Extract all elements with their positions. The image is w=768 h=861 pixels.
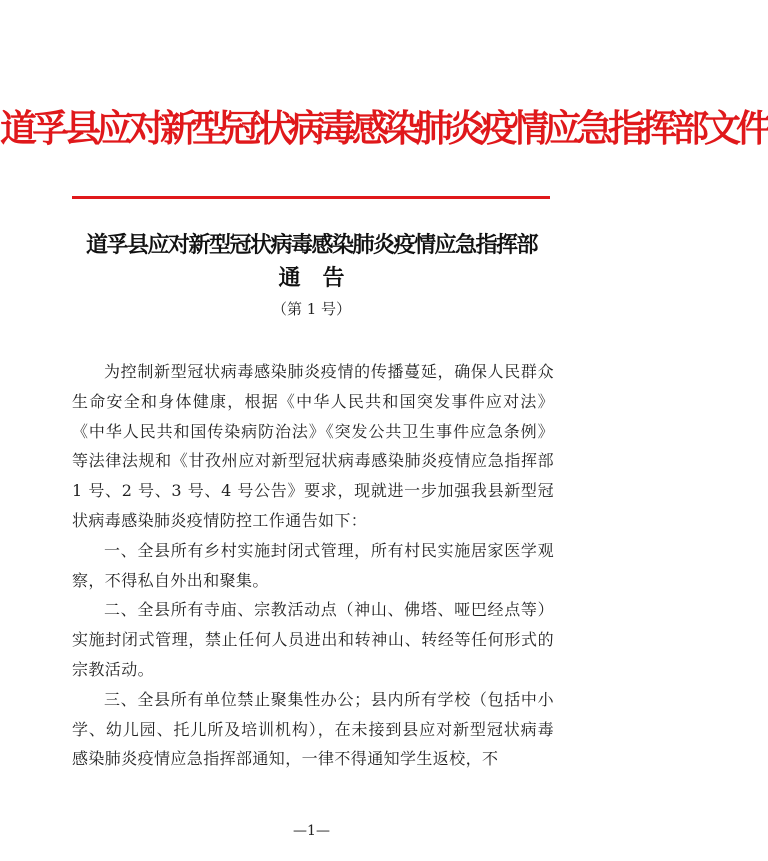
page-number: —1— (293, 823, 330, 839)
notice-number: （第 1 号） (271, 300, 352, 318)
red-separator-line (72, 196, 550, 199)
paragraph-item-3: 三、全县所有单位禁止聚集性办公；县内所有学校（包括中小学、幼儿园、托儿所及培训机构），在未接到县应对新型冠状病毒感染肺炎疫情应急指挥部通知，一律不得通知学生返校，不 (72, 689, 554, 769)
notice-body (72, 357, 554, 774)
notice-subtitle: 通 告 (278, 266, 345, 291)
paragraph-item-1: 一、全县所有乡村实施封闭式管理，所有村民实施居家医学观察，不得私自外出和聚集。 (72, 540, 554, 590)
issuer-header: 道孚县应对新型冠状病毒感染肺炎疫情应急指挥部文件 (0, 106, 768, 150)
paragraph-intro: 为控制新型冠状病毒感染肺炎疫情的传播蔓延，确保人民群众生命安全和身体健康，根据《中华人民共和国突发事件应对法》《中华人民共和国传染病防治法》《突发公共卫生事件应急条例》等法律法规和《甘孜州应对新型冠状病毒感染肺炎疫情应急指挥部 1 号、2 号、3 号、4 号公告》要求，现就进一步加强我县新型冠状病毒感染肺炎疫情防控工作通告如下： (72, 362, 554, 530)
paragraph-item-2: 二、全县所有寺庙、宗教活动点（神山、佛塔、哑巴经点等）实施封闭式管理，禁止任何人员进出和转神山、转经等任何形式的宗教活动。 (72, 600, 554, 679)
notice-title: 道孚县应对新型冠状病毒感染肺炎疫情应急指挥部 (85, 233, 537, 258)
